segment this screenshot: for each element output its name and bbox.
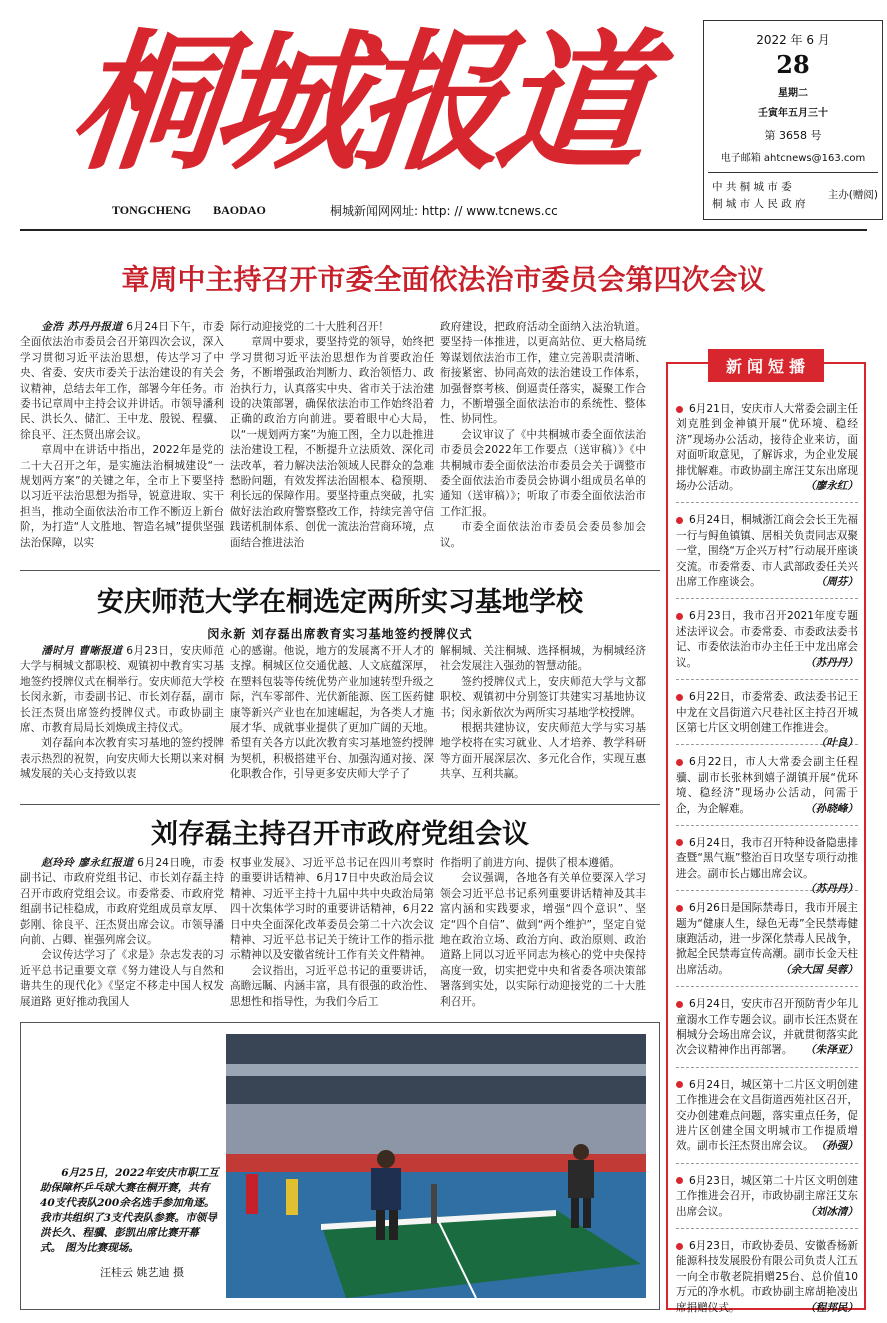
- news-brief-text: 6月26日是国际禁毒日，我市开展主题为“健康人生，绿色无毒”全民禁毒健康跑活动，进一步深化禁毒人民战争，掀起全民禁毒宣传高潮。副市长金天柱出席活动。: [676, 902, 858, 976]
- article2-headline: 安庆师范大学在桐选定两所实习基地学校: [97, 587, 583, 618]
- divider-2: [20, 804, 660, 805]
- publisher-1: 中 共 桐 城 市 委: [712, 181, 792, 193]
- news-brief-item: [676, 402, 858, 503]
- table-tennis-photo-illustration: [226, 1034, 646, 1298]
- article2-text-4: 解桐城、关注桐城、选择桐城，为桐城经济社会发展注入强劲的智慧动能。: [440, 645, 646, 673]
- article1-text-4: 章周中要求，要坚持党的领导，始终把学习贯彻习近平法治思想作为首要政治任务，不断增强政治判断力、政治领悟力、政治执行力，认真落实中央、省市关于法治建设的决策部署，确保依法治市工作始终沿着正确的政治方向前进。要着眼中心大局，以“一规划两方案”为施工图，全力以赴推进法治建设工程，不断提升立法质效、深化司法改革，着力解决法治领域人民群众的急难愁盼问题，有效发挥法治固根本、稳预期、利长远的保障作用。要坚持重点突破，扎实做好法治政府警察整改工作，持续完善守信践诺机制体系、创优一流法治营商环境，点面结合推进法治: [230, 336, 434, 549]
- publisher-block: [704, 179, 882, 213]
- article1-col2: [230, 320, 434, 565]
- publisher-2: 桐 城 市 人 民 政 府: [712, 198, 806, 210]
- article3-text-4: 会议指出，习近平总书记的重要讲话，高瞻远瞩、内涵丰富，具有很强的政治性、思想性和指导性，为我们今后工: [230, 964, 434, 1008]
- masthead-rule: [20, 229, 867, 231]
- bullet-dot-icon: [676, 1001, 683, 1008]
- article2-text-2: 刘存磊向本次教育实习基地的签约授牌表示热烈的祝贺，向安庆师大长期以来对桐城发展的关心支持致以衷: [20, 737, 224, 781]
- article2-text-3: 心的感谢。他说，地方的发展离不开人才的支撑。桐城区位交通优越、人文底蕴深厚，在塑料包装等传统优势产业加速转型升级之际，汽车零部件、光伏新能源、医工医药健康等新兴产业也在加速崛起，为各类人才施展才华、成就事业提供了更加广阔的天地。希望有关各方以此次教育实习基地签约授牌为契机，积极搭建平台、加强沟通对接、深化职教合作，引导更多安庆师大学子了: [230, 645, 434, 781]
- article3-col3: [440, 856, 646, 1016]
- host-label: 主办(赠阅): [827, 189, 878, 201]
- news-brief-text: 6月24日，安庆市召开预防青少年儿童溺水工作专题会议。副市长汪杰贤在桐城分会场出席会议，并就贯彻落实此次会议精神作出再部署。: [676, 998, 858, 1057]
- website-line: 桐城新闻网网址: http: // www.tcnews.cc: [330, 204, 558, 218]
- photo-credit: 汪桂云 姚艺迪 摄: [100, 1266, 184, 1279]
- news-brief-text: 6月23日，市政协委员、安徽香杨新能源科技发展股份有限公司负责人江五一向全市敬老院捐赠25台、总价值10万元的净水机。市政协副主席胡艳凌出席捐赠仪式。: [676, 1240, 858, 1314]
- news-brief-signature: （程邦民）: [805, 1301, 858, 1314]
- article3-text-6: 会议强调，各地各有关单位要深入学习领会习近平总书记系列重要讲话精神及其丰富内涵和实践要求，增强“四个意识”、坚定“四个自信”、做到“两个维护”，坚定自觉地在政治立场、政治方向、政治原则、政治道路上同以习近平同志为核心的党中央保持高度一致，切实把党中央和省委各项决策部署落到实处，以实际行动迎接党的二十大胜利召开。: [440, 872, 646, 1008]
- article2-byline: 潘时月 曹晰报道: [41, 645, 123, 657]
- news-brief-signature: （孙强）: [815, 1140, 858, 1153]
- bullet-dot-icon: [676, 1177, 683, 1184]
- sidebar-items: [676, 402, 858, 1323]
- news-brief-item: [676, 836, 858, 896]
- news-brief-signature: （刘冰清）: [805, 1205, 858, 1218]
- article1-col3: [440, 320, 646, 550]
- logo-pinyin: [112, 203, 288, 218]
- news-brief-item: [676, 1239, 858, 1323]
- article1-col1: [20, 320, 224, 565]
- article2-col2: [230, 644, 434, 804]
- bullet-dot-icon: [676, 759, 683, 766]
- bullet-dot-icon: [676, 839, 683, 846]
- article3-text-2: 会议传达学习了《求是》杂志发表的习近平总书记重要文章《努力建设人与自然和谐共生的现代化》《坚定不移走中国人权发展道路 更好推动我国人: [20, 949, 224, 1008]
- news-brief-signature: （廖永红）: [805, 480, 858, 493]
- article1-text-7: 市委全面依法治市委员会委员参加会议。: [440, 521, 646, 549]
- article1-text-5: 政府建设，把政府活动全面纳入法治轨道。要坚持一体推进，以更高站位、更大格局统筹谋划依法治市工作，建立完善职责清晰、衔接紧密、协同高效的法治建设工作体系，加强督察考核、倒逼责任落实，凝聚工作合力，不断增强全面依法治市的系统性、整体性、协同性。: [440, 321, 646, 426]
- article2-col3: [440, 644, 646, 804]
- article2-subhead: 闵永新 刘存磊出席教育实习基地签约授牌仪式: [207, 627, 473, 641]
- masthead: [0, 0, 887, 230]
- bullet-dot-icon: [676, 694, 683, 701]
- news-brief-item: [676, 513, 858, 599]
- article1-text-1: 6月24日下午，市委全面依法治市委员会召开第四次会议，深入学习贯彻习近平法治思想，传达学习了中央、省委、安庆市委关于法治建设的有关会议精神，总结去年工作，部署今年任务。市委书记章周中主持会议并讲话。市领导潘利民、洪长久、储汇、王中龙、殷锐、程骥、徐良平、汪杰贤出席会议。: [20, 321, 224, 441]
- article1-text-3: 际行动迎接党的二十大胜利召开！: [230, 321, 389, 333]
- bullet-dot-icon: [676, 517, 683, 524]
- news-brief-item: [676, 755, 858, 826]
- news-brief-text: 6月23日，城区第二十片区文明创建工作推进会召开，市政协副主席汪艾东出席会议。: [676, 1174, 858, 1218]
- email: 电子邮箱 ahtcnews@163.com: [720, 153, 866, 164]
- news-brief-text: 6月23日，我市召开2021年度专题述法评议会。市委常委、市委政法委书记、市委依法治市办主任王中龙出席会议。: [676, 610, 858, 669]
- divider-1: [20, 570, 660, 571]
- news-brief-signature: （孙晓峰）: [805, 802, 858, 815]
- bullet-dot-icon: [676, 1243, 683, 1250]
- news-brief-text: 6月24日，我市召开特种设备隐患排查暨“黑气瓶”整治百日攻坚专项行动推进会。副市长占娜出席会议。: [676, 836, 858, 880]
- table-tennis-photo: [226, 1034, 646, 1298]
- sidebar-title: 新闻短播: [708, 349, 824, 382]
- news-brief-signature: （朱泽亚）: [805, 1044, 858, 1057]
- bullet-dot-icon: [676, 613, 683, 620]
- issue-weekday: 星期二: [778, 88, 808, 99]
- article3-text-3: 权事业发展》、习近平总书记在四川考察时的重要讲话精神、6月17日中央政治局会议精神、习近平主持十九届中共中央政治局第四十次集体学习时的重要讲话精神，6月22日中央全面深化改革委员会第二十六次会议精神、习近平总书记关于统计工作的指示批示精神以及安徽省统计工作有关文件精神。: [230, 857, 434, 962]
- issue-info-box: [703, 20, 883, 220]
- news-brief-signature: （苏丹丹）: [805, 883, 858, 896]
- news-brief-item: [676, 997, 858, 1068]
- news-brief-item: [676, 609, 858, 680]
- article1-headline: 章周中主持召开市委全面依法治市委员会第四次会议: [121, 263, 766, 296]
- article3-col2: [230, 856, 434, 1016]
- pinyin-part-2: BAODAO: [213, 203, 266, 217]
- news-brief-text: 6月22日，市人大常委会副主任程骥、副市长张林到嬉子湖镇开展“优环境、稳经济”现场办公活动，问需于企，为企解难。: [676, 756, 858, 815]
- news-brief-item: [676, 901, 858, 987]
- news-brief-text: 6月24日，桐城浙江商会会长王先福一行与鲟鱼镇镇、居相关负责同志双聚一堂，围绕“万企兴万村”行动展开座谈交流。市委常委、市人武部政委任关兴出席工作座谈会。: [676, 514, 858, 589]
- news-brief-signature: （周芬）: [815, 576, 858, 589]
- news-brief-item: [676, 1174, 858, 1229]
- issue-month: 2022 年 6 月: [756, 33, 830, 47]
- pinyin-part-1: TONGCHENG: [112, 203, 192, 217]
- article2-text-1: 6月23日，安庆师范大学与桐城文都职校、观镇初中教育实习基地签约授牌仪式在桐举行。安庆师范大学校长闵永新，市委副书记、市长刘存磊，副市长汪杰贤出席签约授牌仪式。市政协副主席、市教育局局长刘焕成主持仪式。: [20, 645, 224, 735]
- bullet-dot-icon: [676, 905, 683, 912]
- article3-col1: [20, 856, 224, 1016]
- bullet-dot-icon: [676, 1081, 683, 1088]
- news-brief-signature: （叶良）: [815, 737, 858, 750]
- article3-text-5: 作指明了前进方向、提供了根本遵循。: [440, 857, 621, 869]
- article3-text-1: 6月24日晚，市委副书记、市政府党组书记、市长刘存磊主持召开市政府党组会议。市委常委、市政府党组副书记桂稳成，市政府党组成员章友厚、彭刚、徐良平、汪杰贤出席会议。市领导潘向前、占卿、崔强列席会议。: [20, 857, 224, 947]
- article2-text-6: 根据共建协议，安庆师范大学与实习基地学校将在实习就业、人才培养、教学科研等方面开展深层次、多元化合作，实现互惠共享、互利共赢。: [440, 722, 646, 781]
- news-brief-item: [676, 1078, 858, 1164]
- article1-text-6: 会议审议了《中共桐城市委全面依法治市委员会2022年工作要点（送审稿）》《中共桐城市委全面依法治市委员会关于调整市委全面依法治市委员会协调小组成员名单的通知（送审稿）》；听取了市委全面依法治市工作汇报。: [440, 428, 646, 518]
- article2-text-5: 签约授牌仪式上，安庆师范大学与文都职校、观镇初中分别签订共建实习基地协议书；闵永新依次为两所实习基地学校授牌。: [440, 675, 646, 719]
- article1-text-2: 章周中在讲话中指出，2022年是党的二十大召开之年，是实施法治桐城建设“一规划两方案”的关键之年，全市上下要坚持以习近平法治思想为指导，锐意进取、实干担当，推动全面依法治市工作不断迈上新台阶，为打造“人文胜地、智造名城”提供坚强法治保障，以实: [20, 444, 224, 549]
- article1-byline: 金浩 苏丹丹报道: [41, 321, 123, 333]
- news-briefs-sidebar: [666, 357, 866, 1314]
- issue-day: 28: [776, 50, 810, 79]
- news-brief-text: 6月24日，城区第十二片区文明创建工作推进会在文昌街道西苑社区召开，交办创建难点问题，落实重点任务，促进片区创建全国文明城市工作提质增效。副市长汪杰贤出席会议。: [676, 1078, 858, 1153]
- issue-lunar-date: 壬寅年五月三十: [758, 108, 828, 119]
- news-brief-signature: （余大国 吴蓉）: [780, 963, 858, 976]
- news-brief-item: [676, 690, 858, 750]
- news-brief-text: 6月21日，安庆市人大常委会副主任刘克胜到金神镇开展“优环境、稳经济”现场办公活动，接待企业来访，面对面听取意见，了解诉求，为企业发展排忧解难。市政协副主席汪艾东出席现场办公活动。: [676, 403, 858, 493]
- sidebar-title-wrap: [668, 349, 864, 382]
- newspaper-logo: 桐城报道: [62, 15, 650, 191]
- bullet-dot-icon: [676, 406, 683, 413]
- article3-byline: 赵玲玲 廖永红报道: [41, 857, 134, 869]
- photo-caption: 6月25日，2022年安庆市职工互助保障杯乒乓球大赛在桐开赛，共有40支代表队200余名选手参加角逐。我市共组织了3支代表队参赛。市领导洪长久、程骥、彭凯出席比赛开幕式。 图为比赛现场。: [40, 1167, 219, 1254]
- info-divider: [708, 172, 878, 173]
- issue-number: 第 3658 号: [764, 129, 822, 142]
- news-brief-text: 6月22日，市委常委、政法委书记王中龙在文昌街道六尺巷社区主持召开城区第七片区文明创建工作推进会。: [676, 691, 858, 734]
- article2-col1: [20, 644, 224, 804]
- news-brief-signature: （苏丹丹）: [805, 656, 858, 669]
- article3-headline: 刘存磊主持召开市政府党组会议: [151, 819, 529, 850]
